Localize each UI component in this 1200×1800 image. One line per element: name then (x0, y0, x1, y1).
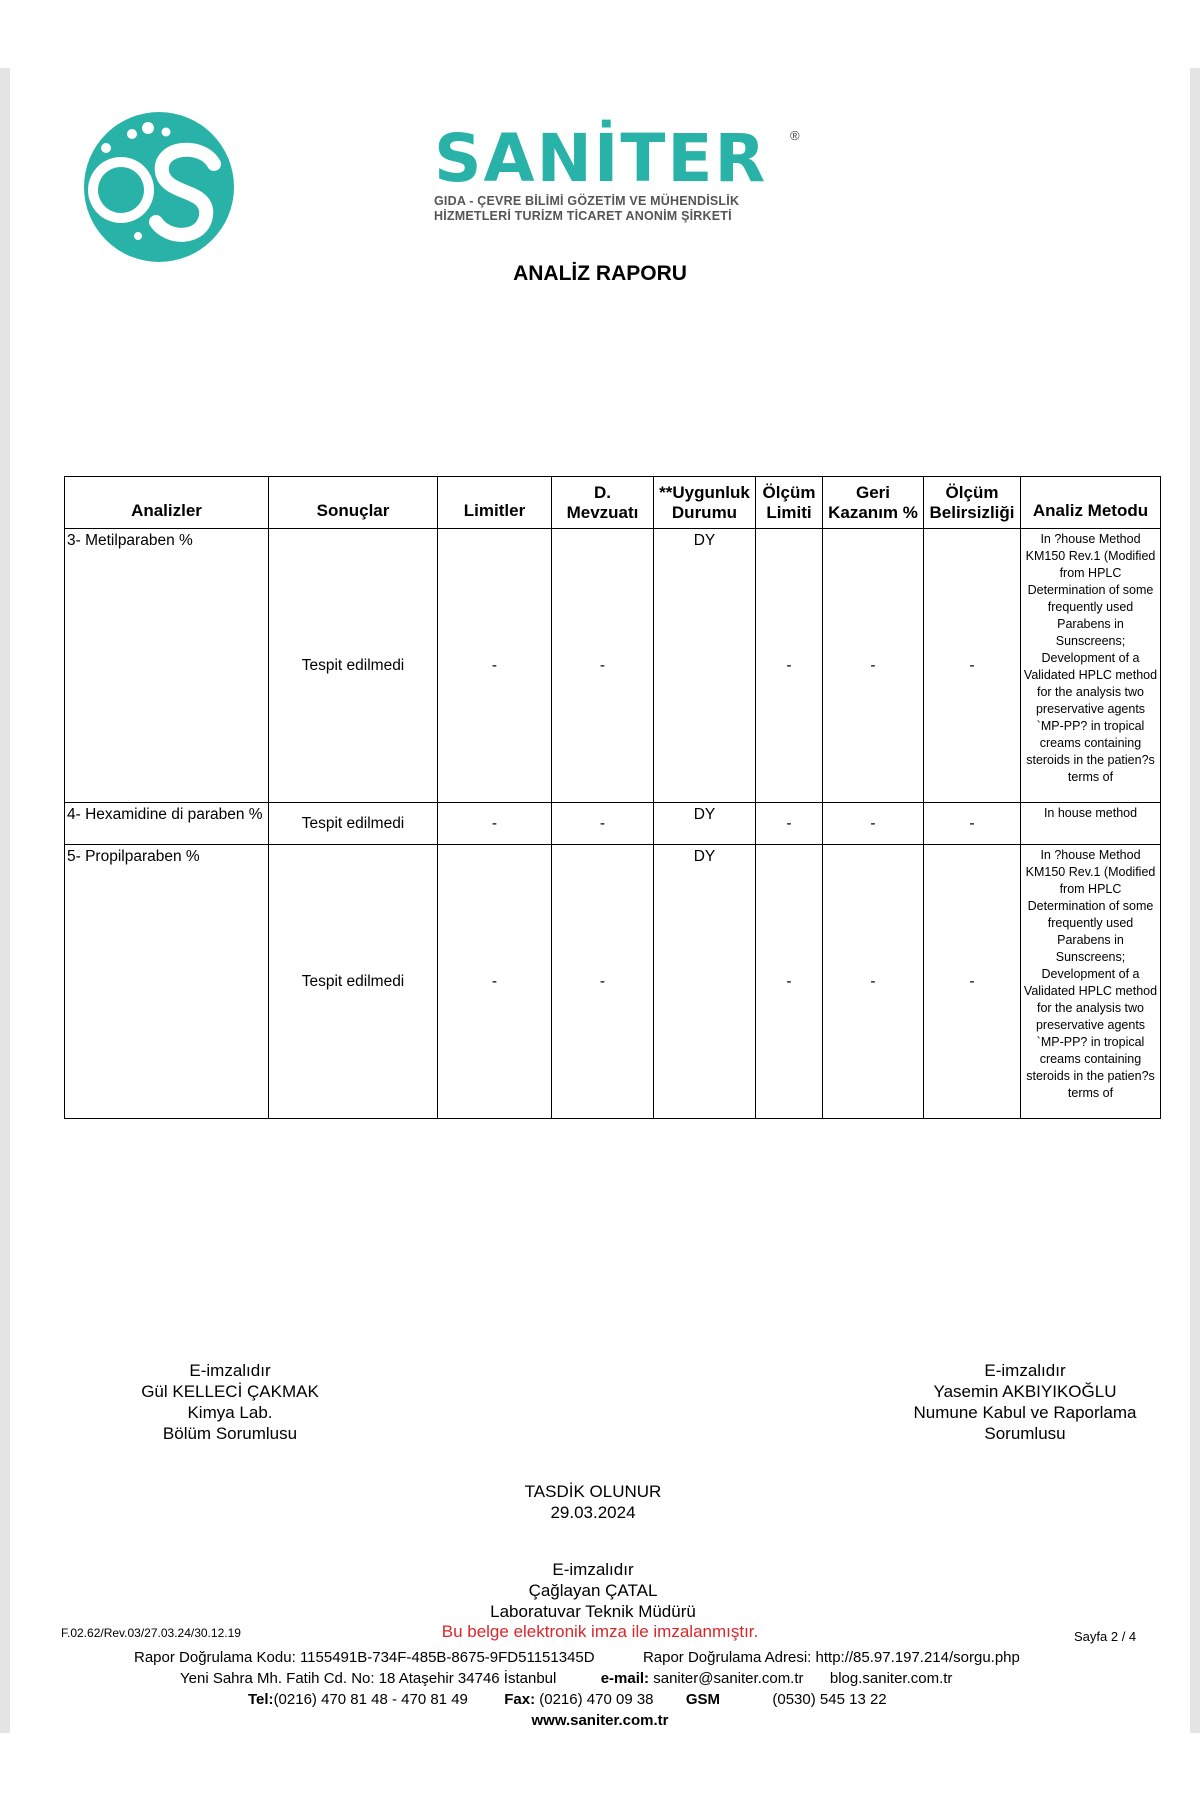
col-header-belirsizlik: Ölçüm Belirsizliği (924, 477, 1021, 529)
signature-center: E-imzalıdır Çağlayan ÇATAL Laboratuvar Teknik Müdürü (443, 1559, 743, 1622)
address-line: Yeni Sahra Mh. Fatih Cd. No: 18 Ataşehir 34746 İstanbul e-mail: saniter@saniter.com.tr blog.saniter.com.tr (180, 1670, 953, 1687)
cell-analysis: 3- Metilparaben % (65, 529, 269, 803)
signer-name: Yasemin AKBIYIKOĞLU (933, 1382, 1117, 1401)
registered-mark: ® (790, 128, 800, 143)
col-header-limitler: Limitler (438, 477, 552, 529)
signer-name: Gül KELLECİ ÇAKMAK (141, 1382, 319, 1401)
cell-analysis: 5- Propilparaben % (65, 845, 269, 1119)
verification-code: 1155491B-734F-485B-8675-9FD51151345D (299, 1649, 595, 1666)
cell-method: In ?house Method KM150 Rev.1 (Modified from HPLC Determination of some frequently used Parabens in Sunscreens; Development of a Validated HPLC method for the analysis two preservative agents `MP-PP? in tropical creams containing steroids in the patien?s terms of (1021, 845, 1161, 1119)
signature-left: E-imzalıdır Gül KELLECİ ÇAKMAK Kimya Lab. Bölüm Sorumlusu (100, 1360, 360, 1444)
col-header-olcum-limiti: Ölçüm Limiti (756, 477, 823, 529)
cell-result: Tespit edilmedi (269, 845, 438, 1119)
company-subtitle-2: HİZMETLERİ TURİZM TİCARET ANONİM ŞİRKETİ (434, 209, 732, 223)
cell-regulation: - (552, 845, 654, 1119)
cell-method: In house method (1021, 803, 1161, 845)
signature-right: E-imzalıdır Yasemin AKBIYIKOĞLU Numune Kabul ve Raporlama Sorumlusu (880, 1360, 1170, 1444)
saniter-logo-icon (76, 112, 242, 262)
page-edge-left (0, 68, 10, 1733)
cell-limit: - (438, 803, 552, 845)
company-subtitle-1: GIDA - ÇEVRE BİLİMİ GÖZETİM VE MÜHENDİSLİK (434, 194, 740, 208)
contact-line: Tel:(0216) 470 81 48 - 470 81 49 Fax: (0216) 470 09 38 GSM (0530) 545 13 22 (248, 1691, 887, 1708)
cell-recovery: - (823, 845, 924, 1119)
col-header-mevzuat: D. Mevzuatı (552, 477, 654, 529)
cell-uncertainty: - (924, 529, 1021, 803)
cell-compliance: DY (654, 845, 756, 1119)
table-row (65, 845, 1161, 1119)
cell-compliance: DY (654, 803, 756, 845)
col-header-uygunluk: **Uygunluk Durumu (654, 477, 756, 529)
e-signature-disclaimer: Bu belge elektronik imza ile imzalanmıştır. (441, 1622, 759, 1641)
col-header-analizler: Analizler (65, 477, 269, 529)
cell-regulation: - (552, 803, 654, 845)
phone-number: (0216) 470 81 48 - 470 81 49 (273, 1691, 468, 1708)
col-header-geri-kazanim: Geri Kazanım % (823, 477, 924, 529)
cell-result: Tespit edilmedi (269, 803, 438, 845)
brand-name: SANİTER (434, 120, 768, 197)
page-number: Sayfa 2 / 4 (1074, 1629, 1137, 1644)
email-link[interactable]: saniter@saniter.com.tr (653, 1670, 804, 1687)
cell-limit: - (438, 845, 552, 1119)
verification-url-link[interactable]: http://85.97.197.214/sorgu.php (815, 1649, 1020, 1666)
cell-measurement-limit: - (756, 845, 823, 1119)
table-row (65, 529, 1161, 803)
col-header-metod: Analiz Metodu (1021, 477, 1161, 529)
cell-limit: - (438, 529, 552, 803)
page-edge-right (1190, 68, 1200, 1733)
table-header-row (65, 477, 1161, 529)
cell-method: In ?house Method KM150 Rev.1 (Modified from HPLC Determination of some frequently used Parabens in Sunscreens; Development of a Validated HPLC method for the analysis two preservative agents `MP-PP? in tropical creams containing steroids in the patien?s terms of (1021, 529, 1161, 803)
cell-compliance: DY (654, 529, 756, 803)
company-address: Yeni Sahra Mh. Fatih Cd. No: 18 Ataşehir 34746 İstanbul (180, 1670, 557, 1687)
analysis-results-table (64, 476, 1161, 1119)
cell-result: Tespit edilmedi (269, 529, 438, 803)
cell-regulation: - (552, 529, 654, 803)
blog-link[interactable]: blog.saniter.com.tr (829, 1670, 953, 1687)
approval-block: TASDİK OLUNUR 29.03.2024 (443, 1481, 743, 1523)
cell-recovery: - (823, 529, 924, 803)
cell-uncertainty: - (924, 803, 1021, 845)
approval-date: 29.03.2024 (550, 1503, 636, 1522)
form-code: F.02.62/Rev.03/27.03.24/30.12.19 (61, 1626, 241, 1640)
cell-measurement-limit: - (756, 803, 823, 845)
gsm-number: (0530) 545 13 22 (772, 1691, 887, 1708)
report-title: ANALİZ RAPORU (513, 262, 687, 285)
verification-line: Rapor Doğrulama Kodu: 1155491B-734F-485B-8675-9FD51151345D Rapor Doğrulama Adresi: http://85.97.197.214/sorgu.php (134, 1649, 1020, 1666)
cell-measurement-limit: - (756, 529, 823, 803)
signer-name: Çağlayan ÇATAL (528, 1581, 658, 1600)
col-header-sonuclar: Sonuçlar (269, 477, 438, 529)
cell-uncertainty: - (924, 845, 1021, 1119)
cell-recovery: - (823, 803, 924, 845)
cell-analysis: 4- Hexamidine di paraben % (65, 803, 269, 845)
fax-number: (0216) 470 09 38 (539, 1691, 654, 1708)
company-brand (434, 120, 814, 224)
table-row (65, 803, 1161, 845)
website-link[interactable]: www.saniter.com.tr (531, 1712, 669, 1729)
